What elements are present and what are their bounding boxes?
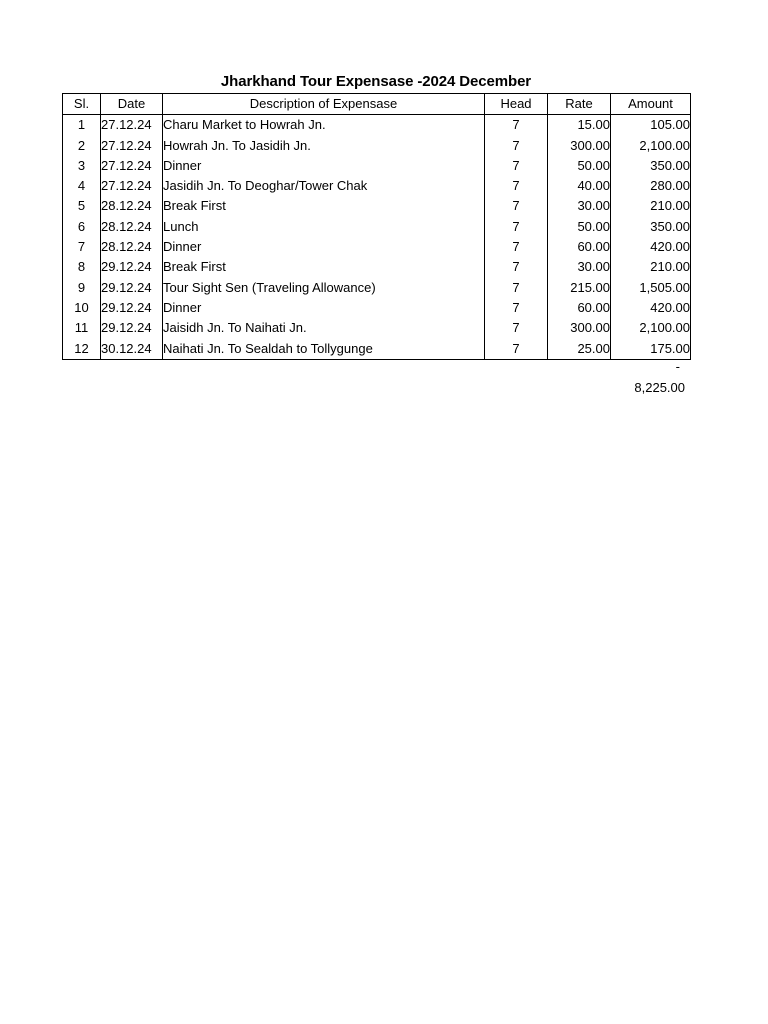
cell-date: 28.12.24 [101, 237, 163, 257]
cell-sl: 2 [63, 136, 101, 156]
cell-amount: 210.00 [611, 196, 691, 216]
cell-head: 7 [485, 339, 548, 360]
cell-date: 29.12.24 [101, 257, 163, 277]
table-row [63, 339, 691, 360]
cell-description: Naihati Jn. To Sealdah to Tollygunge [163, 339, 485, 360]
cell-rate: 50.00 [548, 156, 611, 176]
cell-date: 29.12.24 [101, 278, 163, 298]
cell-rate: 40.00 [548, 176, 611, 196]
cell-rate: 15.00 [548, 115, 611, 136]
cell-rate: 30.00 [548, 196, 611, 216]
header-sl: Sl. [63, 94, 101, 115]
empty-value-dash: - [675, 359, 680, 374]
table-row [63, 136, 691, 156]
cell-head: 7 [485, 278, 548, 298]
cell-description: Lunch [163, 217, 485, 237]
cell-rate: 30.00 [548, 257, 611, 277]
table-row [63, 237, 691, 257]
cell-rate: 60.00 [548, 237, 611, 257]
cell-head: 7 [485, 318, 548, 338]
document-title: Jharkhand Tour Expensase -2024 December [220, 73, 532, 90]
cell-sl: 6 [63, 217, 101, 237]
table-row [63, 176, 691, 196]
cell-amount: 105.00 [611, 115, 691, 136]
table-row [63, 115, 691, 136]
cell-date: 27.12.24 [101, 156, 163, 176]
cell-rate: 50.00 [548, 217, 611, 237]
cell-amount: 420.00 [611, 237, 691, 257]
cell-amount: 175.00 [611, 339, 691, 360]
cell-head: 7 [485, 217, 548, 237]
cell-description: Howrah Jn. To Jasidih Jn. [163, 136, 485, 156]
cell-head: 7 [485, 156, 548, 176]
table-row [63, 217, 691, 237]
cell-rate: 300.00 [548, 136, 611, 156]
table-row [63, 318, 691, 338]
cell-date: 28.12.24 [101, 196, 163, 216]
cell-sl: 7 [63, 237, 101, 257]
cell-head: 7 [485, 136, 548, 156]
cell-description: Tour Sight Sen (Traveling Allowance) [163, 278, 485, 298]
cell-rate: 300.00 [548, 318, 611, 338]
cell-head: 7 [485, 176, 548, 196]
table-row [63, 278, 691, 298]
cell-sl: 5 [63, 196, 101, 216]
header-rate: Rate [548, 94, 611, 115]
table-row [63, 156, 691, 176]
header-amount: Amount [611, 94, 691, 115]
cell-sl: 11 [63, 318, 101, 338]
cell-head: 7 [485, 257, 548, 277]
cell-rate: 25.00 [548, 339, 611, 360]
cell-sl: 10 [63, 298, 101, 318]
cell-date: 28.12.24 [101, 217, 163, 237]
header-description: Description of Expensase [163, 94, 485, 115]
cell-sl: 1 [63, 115, 101, 136]
cell-rate: 215.00 [548, 278, 611, 298]
table-row [63, 298, 691, 318]
cell-date: 27.12.24 [101, 176, 163, 196]
cell-rate: 60.00 [548, 298, 611, 318]
cell-amount: 210.00 [611, 257, 691, 277]
cell-head: 7 [485, 115, 548, 136]
header-date: Date [101, 94, 163, 115]
cell-description: Break First [163, 196, 485, 216]
cell-amount: 350.00 [611, 217, 691, 237]
cell-sl: 3 [63, 156, 101, 176]
cell-date: 30.12.24 [101, 339, 163, 360]
expense-table [62, 93, 691, 360]
cell-amount: 2,100.00 [611, 136, 691, 156]
cell-head: 7 [485, 298, 548, 318]
table-row [63, 196, 691, 216]
header-row [63, 94, 691, 115]
cell-description: Break First [163, 257, 485, 277]
cell-description: Dinner [163, 237, 485, 257]
cell-sl: 8 [63, 257, 101, 277]
grand-total: 8,225.00 [634, 380, 685, 395]
cell-description: Dinner [163, 298, 485, 318]
table-row [63, 257, 691, 277]
cell-description: Dinner [163, 156, 485, 176]
cell-description: Jaisidh Jn. To Naihati Jn. [163, 318, 485, 338]
cell-date: 27.12.24 [101, 136, 163, 156]
cell-date: 27.12.24 [101, 115, 163, 136]
cell-amount: 420.00 [611, 298, 691, 318]
cell-description: Jasidih Jn. To Deoghar/Tower Chak [163, 176, 485, 196]
cell-head: 7 [485, 237, 548, 257]
cell-description: Charu Market to Howrah Jn. [163, 115, 485, 136]
cell-amount: 280.00 [611, 176, 691, 196]
cell-amount: 350.00 [611, 156, 691, 176]
cell-sl: 12 [63, 339, 101, 360]
cell-amount: 1,505.00 [611, 278, 691, 298]
header-head: Head [485, 94, 548, 115]
cell-sl: 4 [63, 176, 101, 196]
cell-head: 7 [485, 196, 548, 216]
cell-date: 29.12.24 [101, 318, 163, 338]
cell-amount: 2,100.00 [611, 318, 691, 338]
cell-date: 29.12.24 [101, 298, 163, 318]
cell-sl: 9 [63, 278, 101, 298]
